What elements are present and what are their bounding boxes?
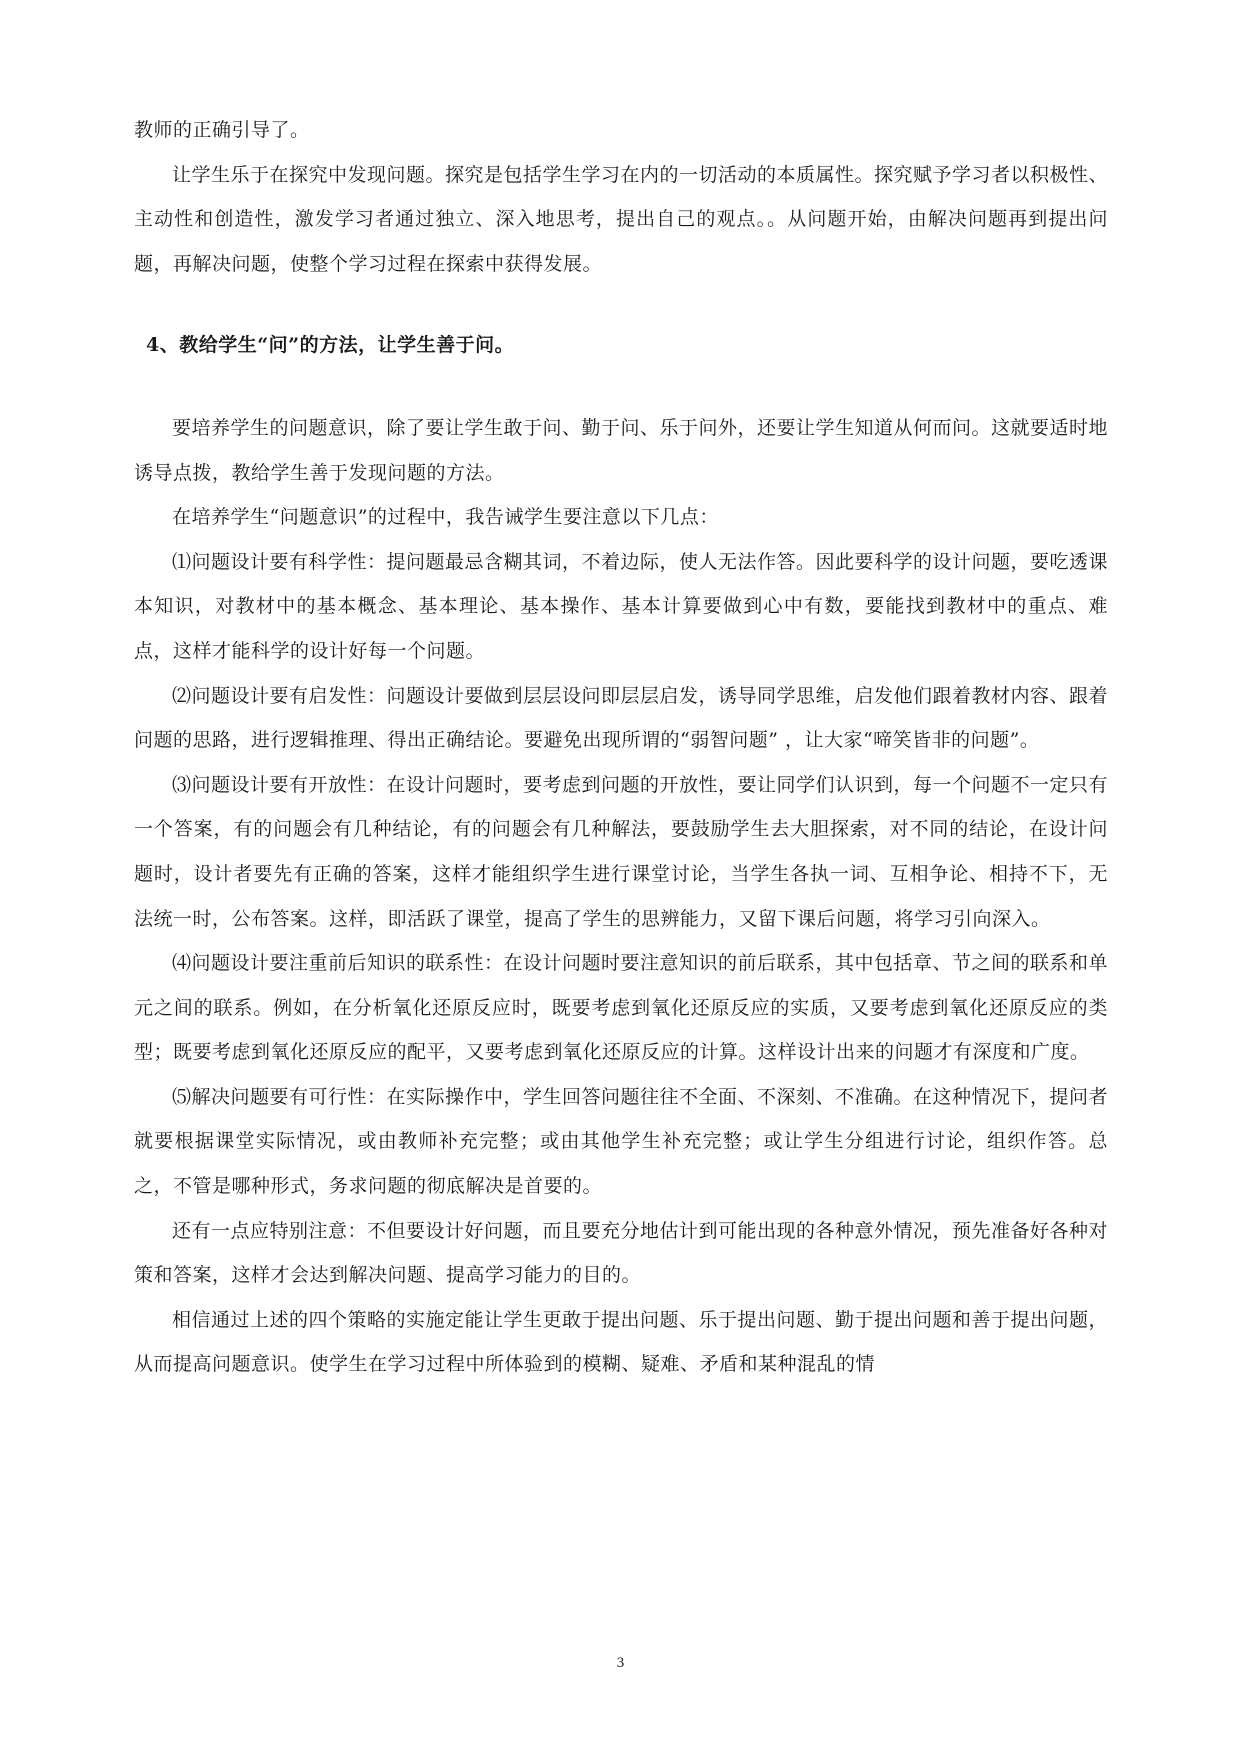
list-item-heuristic: ⑵问题设计要有启发性：问题设计要做到层层设问即层层启发，诱导同学思维，启发他们跟着教材内容、跟着问题的思路，进行逻辑推理、得出正确结论。要避免出现所谓的“弱智问题” ，让大家“啼笑皆非的问题”。: [134, 684, 1109, 752]
paragraph-continuation: 教师的正确引导了。: [134, 119, 310, 141]
section-heading: 4、教给学生“问”的方法，让学生善于问。: [146, 334, 515, 357]
paragraph-points-intro: 在培养学生“问题意识”的过程中，我告诫学生要注意以下几点：: [172, 506, 719, 529]
page-body: [134, 108, 1108, 1387]
list-item-connection: ⑷问题设计要注重前后知识的联系性：在设计问题时要注意知识的前后联系，其中包括章、节之间的联系和单元之间的联系。例如，在分析氧化还原反应时，既要考虑到氧化还原反应的实质，又要考虑到氧化还原反应的类型；既要考虑到氧化还原反应的配平，又要考虑到氧化还原反应的计算。这样设计出来的问题才有深度和广度。: [134, 952, 1109, 1064]
list-item-scientific: ⑴问题设计要有科学性：提问题最忌含糊其词，不着边际，使人无法作答。因此要科学的设计问题，要吃透课本知识，对教材中的基本概念、基本理论、基本操作、基本计算要做到心中有数，要能找到教材中的重点、难点，这样才能科学的设计好每一个问题。: [134, 550, 1109, 662]
list-item-feasibility: ⑸解决问题要有可行性：在实际操作中，学生回答问题往往不全面、不深刻、不准确。在这种情况下，提问者就要根据课堂实际情况，或由教师补充完整；或由其他学生补充完整；或让学生分组进行讨论，组织作答。总之，不管是哪种形式，务求问题的彻底解决是首要的。: [134, 1085, 1109, 1198]
paragraph-conclusion: 相信通过上述的四个策略的实施定能让学生更敢于提出问题、乐于提出问题、勤于提出问题和善于提出问题，从而提高问题意识。使学生在学习过程中所体验到的模糊、疑难、矛盾和某种混乱的情: [134, 1308, 1109, 1376]
page-number: 3: [616, 1655, 625, 1671]
paragraph-special-note: 还有一点应特别注意：不但要设计好问题，而且要充分地估计到可能出现的各种意外情况，预先准备好各种对策和答案，这样才会达到解决问题、提高学习能力的目的。: [134, 1219, 1109, 1287]
paragraph-inquiry: 让学生乐于在探究中发现问题。探究是包括学生学习在内的一切活动的本质属性。探究赋予学习者以积极性、主动性和创造性，激发学习者通过独立、深入地思考，提出自己的观点。。从问题开始，由解决问题再到提出问题，再解决问题，使整个学习过程在探索中获得发展。: [134, 163, 1109, 275]
list-item-openness: ⑶问题设计要有开放性：在设计问题时，要考虑到问题的开放性，要让同学们认识到，每一个问题不一定只有一个答案，有的问题会有几种结论，有的问题会有几种解法，要鼓励学生去大胆探索，对不同的结论，在设计问题时，设计者要先有正确的答案，这样才能组织学生进行课堂讨论，当学生各执一词、互相争论、相持不下，无法统一时，公布答案。这样，即活跃了课堂，提高了学生的思辨能力，又留下课后问题，将学习引向深入。: [134, 773, 1109, 930]
paragraph-problem-awareness: 要培养学生的问题意识，除了要让学生敢于问、勤于问、乐于问外，还要让学生知道从何而问。这就要适时地诱导点拨，教给学生善于发现问题的方法。: [134, 416, 1109, 484]
